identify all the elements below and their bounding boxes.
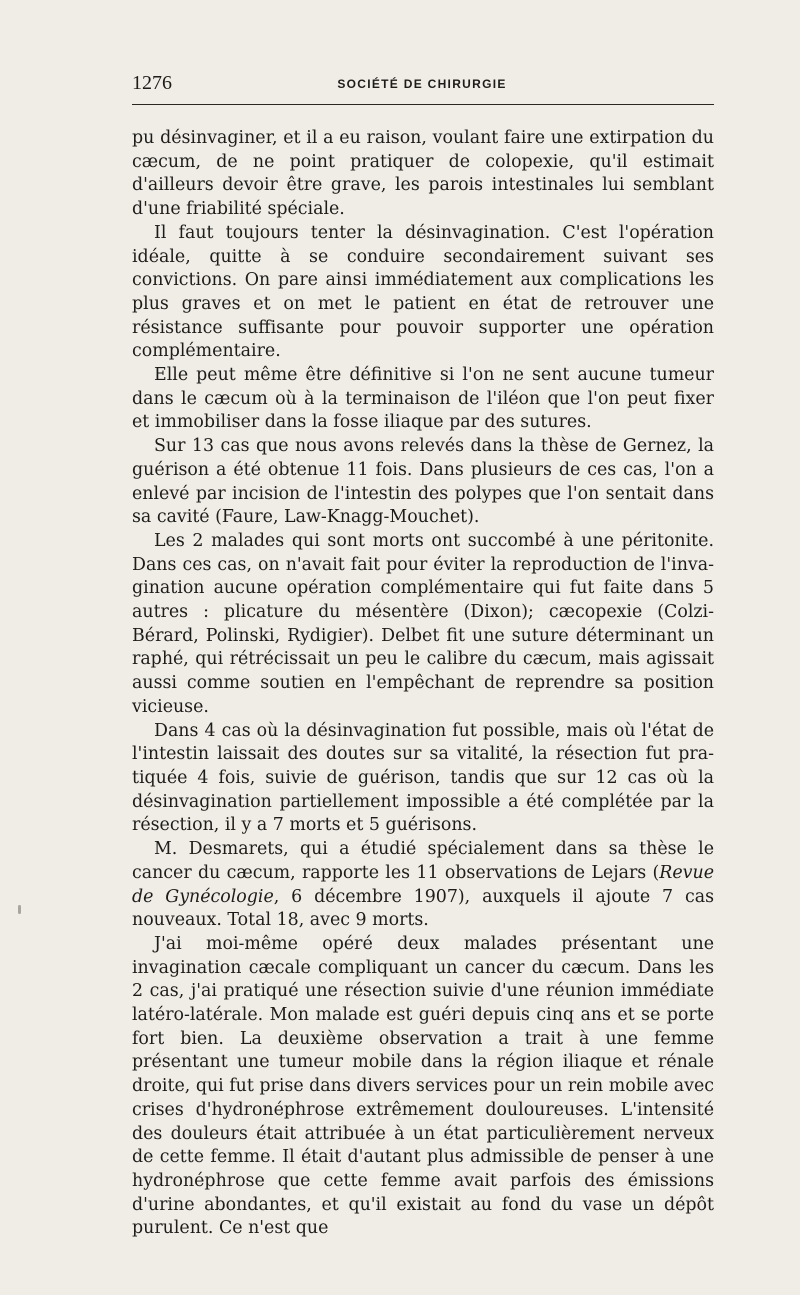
journal-title: Revue de Gynécologie	[132, 862, 714, 907]
paragraph: Il faut toujours tenter la désinvagination. C'est l'opération idéale, quitte à se conduire secondairement suivant ses convictions. On pare ainsi immédiatement aux complications les plus graves et on met le patient en état de retrouver une résistance suffisante pour pouvoir supporter une opération complémentaire.	[132, 222, 714, 362]
paragraph: J'ai moi-même opéré deux malades présentant une invagination cæcale compliquant un cancer du cæcum. Dans les 2 cas, j'ai pratiqué une résection suivie d'une réunion immédiate latéro-latérale. Mon malade est guéri depuis cinq ans et se porte fort bien. La deuxième observation a trait à une femme présentant une tumeur mobile dans la région iliaque et rénale droite, qui fut prise dans divers services pour un rein mobile avec crises d'hydronéphrose extrêmement douloureuses. L'intensité des douleurs était attribuée à un état particulièrement nerveux de cette femme. Il était d'autant plus admissible de penser à une hydronéphrose que cette femme avait parfois des émissions d'urine abondantes, et qu'il existait au fond du vase un dépôt purulent. Ce n'est que	[132, 933, 715, 1239]
paragraph: Dans 4 cas où la désinvagination fut possible, mais où l'état de l'intestin laissait des doutes sur sa vitalité, la résection fut pratiquée 4 fois, suivie de guérison, tandis que sur 12 cas où la désinvagination partiellement impossible a été complétée par la résection, il y a 7 morts et 5 guérisons.	[132, 720, 714, 836]
desmarets-text-before: M. Desmarets, qui a étudié spécialement dans sa thèse le cancer du cæcum, rapporte les 11 observations de Lejars (	[132, 839, 714, 883]
page-number: 1276	[132, 72, 172, 94]
paragraph: Les 2 malades qui sont morts ont succombé à une péritonite. Dans ces cas, on n'avait fait pour éviter la reproduction de l'invagination aucune opération complémentaire qui fut faite dans 5 autres : plicature du mésentère (Dixon); cæcopexie (Colzi-Bérard, Polinski, Rydigier). Delbet fit une suture déterminant un raphé, qui rétrécissait un peu le calibre du cæcum, mais agissait aussi comme soutien en l'empêchant de reprendre sa position vicieuse.	[132, 530, 714, 717]
paragraph: Sur 13 cas que nous avons relevés dans la thèse de Gernez, la guérison a été obtenue 11 fois. Dans plusieurs de ces cas, l'on a enlevé par incision de l'intestin des polypes que l'on sentait dans sa cavité (Faure, Law-Knagg-Mouchet).	[132, 436, 714, 528]
desmarets-text-after: , 6 décembre 1907), auxquels il ajoute 7 cas nouveaux. Total 18, avec 9 morts.	[132, 886, 714, 931]
paragraph: Elle peut même être définitive si l'on ne sent aucune tumeur dans le cæcum où à la terminaison de l'iléon que l'on peut fixer et immobiliser dans la fosse iliaque par des sutures.	[132, 365, 714, 433]
margin-mark	[18, 905, 21, 914]
paragraph: pu désinvaginer, et il a eu raison, voulant faire une extirpation du cæcum, de ne point pratiquer de colopexie, qu'il estimait d'ailleurs devoir être grave, les parois intestinales lui semblant d'une friabilité spéciale.	[132, 128, 714, 220]
running-title: SOCIÉTÉ DE CHIRURGIE	[337, 77, 507, 91]
body-text	[132, 127, 714, 1241]
paragraph-desmarets	[132, 838, 714, 933]
header-rule	[132, 104, 714, 105]
page-header	[132, 70, 712, 104]
